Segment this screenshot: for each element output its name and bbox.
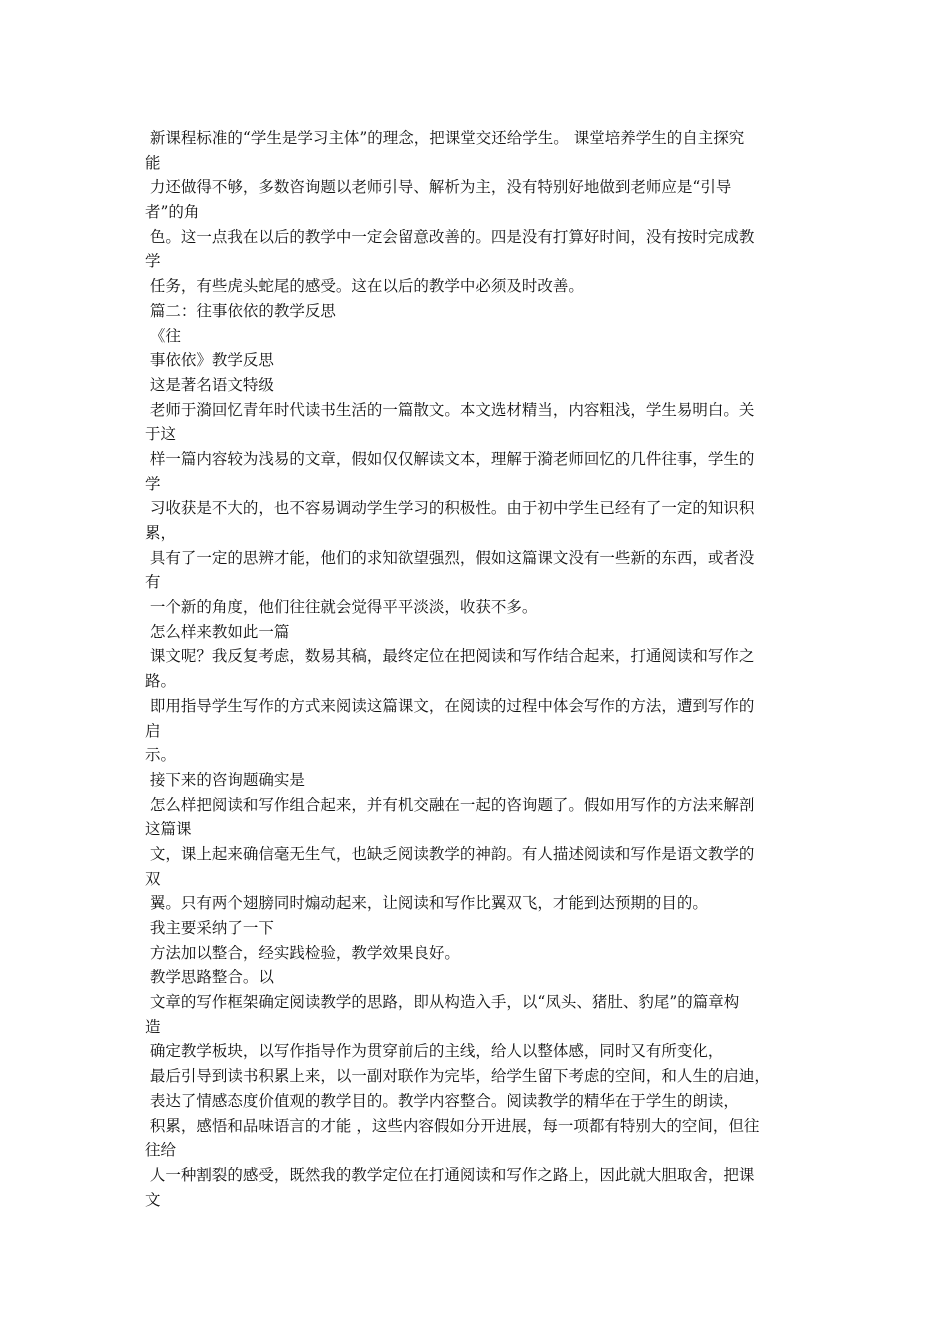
text-line: 学 (145, 474, 161, 493)
text-line: 色。这一点我在以后的教学中一定会留意改善的。四是没有打算好时间，没有按时完成教 (145, 227, 755, 246)
text-line: 表达了情感态度价值观的教学目的。教学内容整合。阅读教学的精华在于学生的朗读， (145, 1091, 739, 1110)
text-line: 翼。只有两个翅膀同时煽动起来，让阅读和写作比翼双飞，才能到达预期的目的。 (145, 894, 708, 913)
text-line: 文，课上起来确信毫无生气，也缺乏阅读教学的神韵。有人描述阅读和写作是语文教学的 (145, 844, 755, 863)
text-line: 样一篇内容较为浅易的文章，假如仅仅解读文本，理解于漪老师回忆的几件往事，学生的 (145, 449, 755, 468)
text-line: 启 (145, 721, 161, 740)
text-line: 新课程标准的“学生是学习主体”的理念，把课堂交还给学生。 课堂培养学生的自主探究 (145, 129, 745, 147)
text-line: 我主要采纳了一下 (145, 919, 274, 937)
text-line: 一个新的角度，他们往往就会觉得平平淡淡，收获不多。 (145, 598, 538, 617)
text-line: 事依依》教学反思 (145, 351, 274, 370)
text-line: 积累，感悟和品味语言的才能 ，这些内容假如分开进展，每一项都有特别大的空间，但往 (145, 1116, 760, 1135)
text-line: 能 (145, 153, 161, 172)
text-line: 造 (145, 1017, 161, 1036)
text-line: 这是著名语文特级 (145, 375, 274, 394)
text-line: 怎么样来教如此一篇 (145, 622, 290, 641)
document-body (145, 126, 810, 1212)
text-line: 累， (145, 524, 177, 542)
text-line: 文 (145, 1190, 161, 1209)
text-line: 最后引导到读书积累上来，以一副对联作为完毕，给学生留下考虑的空间，和人生的启迪， (145, 1067, 770, 1086)
text-line: 双 (145, 869, 161, 888)
text-line: 者”的角 (145, 203, 200, 222)
text-line: 即用指导学生写作的方式来阅读这篇课文，在阅读的过程中体会写作的方法，遭到写作的 (145, 696, 755, 715)
text-line: 往给 (145, 1141, 177, 1160)
text-line: 任务，有些虎头蛇尾的感受。这在以后的教学中必须及时改善。 (145, 277, 584, 296)
text-line: 课文呢？我反复考虑，数易其稿，最终定位在把阅读和写作结合起来，打通阅读和写作之 (145, 647, 755, 666)
section-heading: 篇二：往事依依的教学反思 (145, 301, 336, 320)
text-line: 确定教学板块，以写作指导作为贯穿前后的主线，给人以整体感，同时又有所变化， (145, 1042, 724, 1061)
text-line: 示。 (145, 746, 177, 765)
text-line: 学 (145, 252, 161, 271)
text-line: 人一种割裂的感受，既然我的教学定位在打通阅读和写作之路上，因此就大胆取舍，把课 (145, 1165, 755, 1184)
text-line: 于这 (145, 425, 177, 444)
text-line: 力还做得不够，多数咨询题以老师引导、解析为主，没有特别好地做到老师应是“引导 (145, 178, 732, 197)
text-line: 方法加以整合，经实践检验，教学效果良好。 (145, 943, 460, 962)
text-line: 这篇课 (145, 820, 192, 839)
text-line: 文章的写作框架确定阅读教学的思路，即从构造入手，以“凤头、猪肚、豹尾”的篇章构 (145, 993, 740, 1012)
text-line: 习收获是不大的，也不容易调动学生学习的积极性。由于初中学生已经有了一定的知识积 (145, 499, 755, 518)
text-line: 路。 (145, 672, 177, 691)
text-line: 老师于漪回忆青年时代读书生活的一篇散文。本文选材精当，内容粗浅，学生易明白。关 (145, 400, 755, 419)
text-line: 教学思路整合。以 (145, 968, 274, 987)
text-line: 怎么样把阅读和写作组合起来，并有机交融在一起的咨询题了。假如用写作的方法来解剖 (145, 795, 755, 814)
text-line: 有 (145, 573, 161, 592)
text-line: 具有了一定的思辨才能，他们的求知欲望强烈，假如这篇课文没有一些新的东西，或者没 (145, 548, 755, 567)
text-line: 接下来的咨询题确实是 (145, 770, 305, 789)
text-line: 《往 (145, 326, 181, 345)
